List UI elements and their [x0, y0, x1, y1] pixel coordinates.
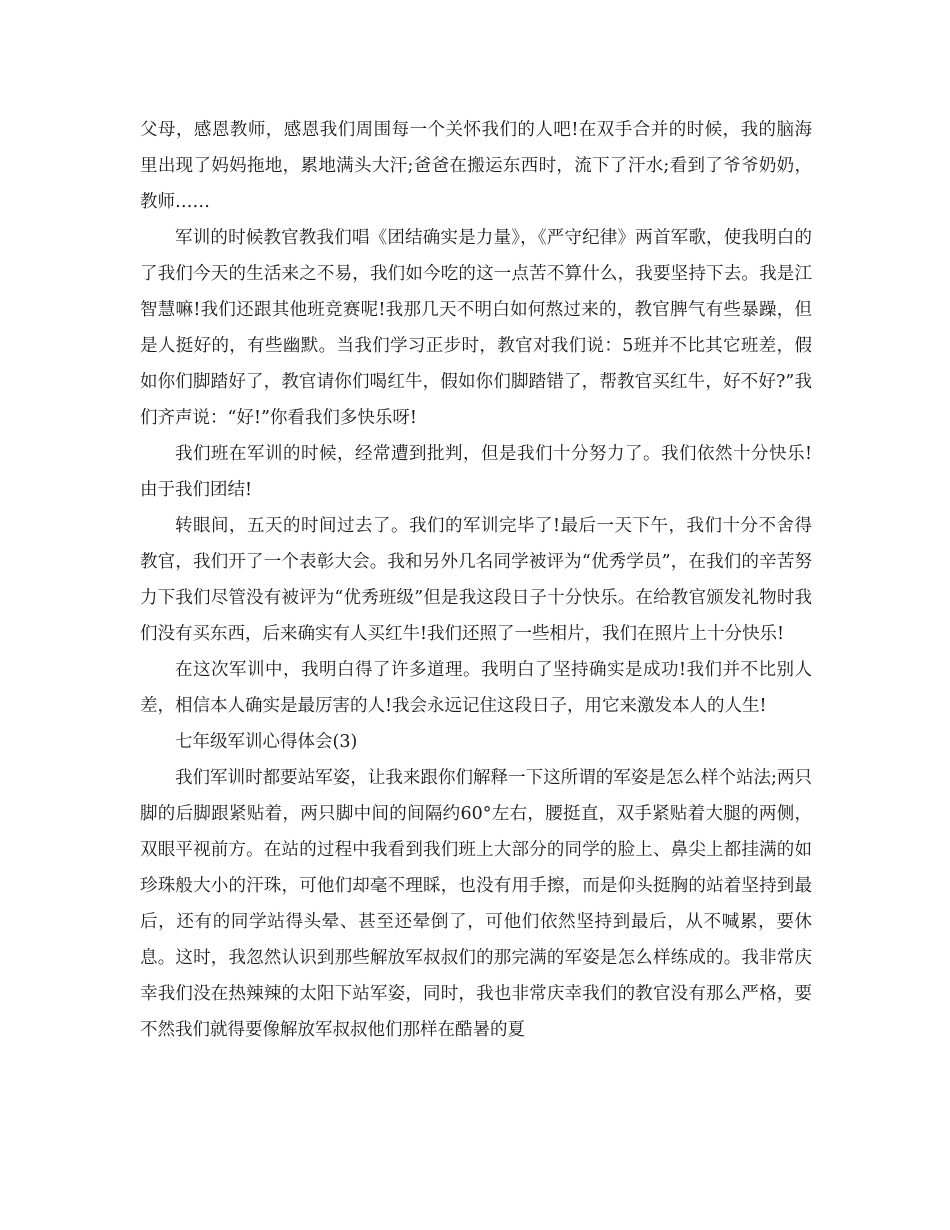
- paragraph-2: 军训的时候教官教我们唱《团结确实是力量》，《严守纪律》两首军歌，使我明白的了我们今天的生活来之不易，我们如今吃的这一点苦不算什么，我要坚持下去。我是江智慧嘛!我们还跟其他班竞赛呢!我那几天不明白如何熬过来的，教官脾气有些暴躁，但是人挺好的，有些幽默。当我们学习正步时，教官对我们说：5班并不比其它班差，假如你们脚踏好了，教官请你们喝红牛，假如你们脚踏错了，帮教官买红牛，好不好?”我们齐声说：“好!”你看我们多快乐呀!: [140, 228, 812, 428]
- section-heading: 七年级军训心得体会(3): [175, 732, 358, 752]
- paragraph-6: 我们军训时都要站军姿，让我来跟你们解释一下这所谓的军姿是怎么样个站法;两只脚的后脚跟紧贴着，两只脚中间的间隔约60°左右，腰挺直，双手紧贴着大腿的两侧，双眼平视前方。在站的过程中我看到我们班上大部分的同学的脸上、鼻尖上都挂满的如珍珠般大小的汗珠，可他们却毫不理睬，也没有用手擦，而是仰头挺胸的站着坚持到最后，还有的同学站得头晕、甚至还晕倒了，可他们依然坚持到最后，从不喊累，要休息。这时，我忽然认识到那些解放军叔叔们的那完满的军姿是怎么样练成的。我非常庆幸我们没在热辣辣的太阳下站军姿，同时，我也非常庆幸我们的教官没有那么严格，要不然我们就得要像解放军叔叔他们那样在酷暑的夏: [140, 768, 812, 1040]
- paragraph-3: 我们班在军训的时候，经常遭到批判，但是我们十分努力了。我们依然十分快乐!由于我们团结!: [140, 444, 812, 500]
- paragraph-4: 转眼间，五天的时间过去了。我们的军训完毕了!最后一天下午，我们十分不舍得教官，我们开了一个表彰大会。我和另外几名同学被评为“优秀学员”，在我们的辛苦努力下我们尽管没有被评为“优秀班级”但是我这段日子十分快乐。在给教官颁发礼物时我们没有买东西，后来确实有人买红牛!我们还照了一些相片，我们在照片上十分快乐!: [140, 516, 812, 644]
- paragraph-5: 在这次军训中，我明白得了许多道理。我明白了坚持确实是成功!我们并不比别人差，相信本人确实是最厉害的人!我会永远记住这段日子，用它来激发本人的人生!: [140, 660, 812, 716]
- paragraph-1: 父母，感恩教师，感恩我们周围每一个关怀我们的人吧!在双手合并的时候，我的脑海里出现了妈妈拖地，累地满头大汗;爸爸在搬运东西时，流下了汗水;看到了爷爷奶奶，教师……: [140, 120, 812, 212]
- document-body: [140, 112, 812, 1048]
